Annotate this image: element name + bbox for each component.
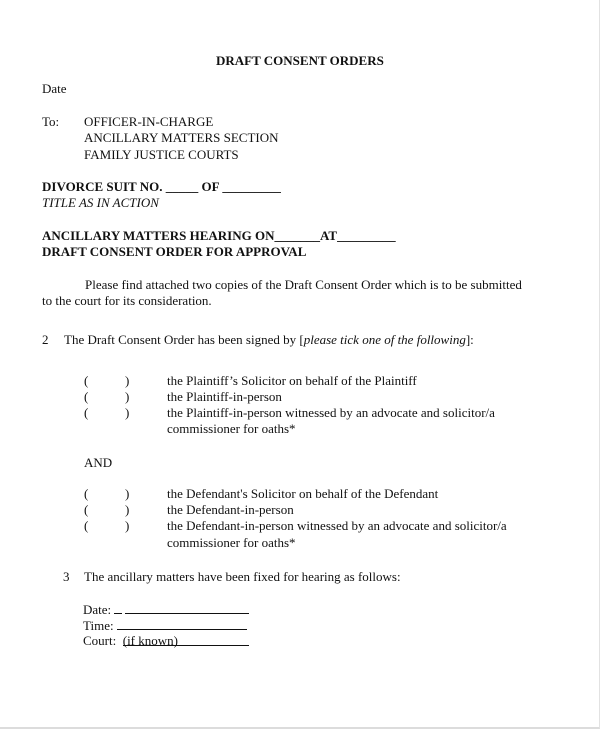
checkbox-open[interactable]: ( — [84, 502, 89, 517]
time-field-label: Time: — [83, 618, 114, 633]
date-label: Date — [42, 81, 67, 96]
item-number: 2 — [42, 332, 49, 347]
item-number: 3 — [63, 569, 70, 584]
title-in-action: TITLE AS IN ACTION — [42, 195, 159, 210]
checkbox-close[interactable]: ) — [125, 373, 130, 388]
date-field[interactable] — [83, 601, 249, 618]
court-blank-line[interactable] — [123, 633, 249, 646]
option-label: the Defendant-in-person witnessed by an advocate and solicitor/a — [167, 518, 507, 533]
item-2-main: The Draft Consent Order has been signed by [ — [64, 332, 304, 347]
date-field-label: Date: — [83, 602, 112, 617]
checkbox-close[interactable]: ) — [125, 389, 130, 404]
divorce-suit-line: DIVORCE SUIT NO. _____ OF _________ — [42, 179, 281, 194]
item-3-text: The ancillary matters have been fixed for hearing as follows: — [84, 569, 401, 584]
document-title: DRAFT CONSENT ORDERS — [216, 53, 384, 68]
option-label: the Plaintiff-in-person — [167, 389, 282, 404]
item-2-text — [64, 332, 474, 348]
court-field-label: Court: — [83, 633, 117, 648]
court-hint: (if known) — [122, 633, 178, 648]
option-label: the Defendant-in-person — [167, 502, 294, 517]
checkbox-close[interactable]: ) — [125, 518, 130, 533]
checkbox-close[interactable]: ) — [125, 502, 130, 517]
option-label: the Plaintiff-in-person witnessed by an advocate and solicitor/a — [167, 405, 495, 420]
option-label: the Defendant's Solicitor on behalf of the Defendant — [167, 486, 439, 501]
checkbox-open[interactable]: ( — [84, 373, 89, 388]
to-line: FAMILY JUSTICE COURTS — [84, 147, 239, 162]
checkbox-close[interactable]: ) — [125, 486, 130, 501]
option-label-cont: commissioner for oaths* — [167, 421, 296, 436]
hearing-line: ANCILLARY MATTERS HEARING ON_______AT_________ — [42, 228, 396, 243]
to-line: OFFICER-IN-CHARGE — [84, 114, 214, 129]
time-field[interactable] — [83, 617, 247, 634]
and-label: AND — [84, 455, 113, 470]
checkbox-open[interactable]: ( — [84, 405, 89, 420]
approval-heading: DRAFT CONSENT ORDER FOR APPROVAL — [42, 244, 307, 259]
to-line: ANCILLARY MATTERS SECTION — [84, 130, 279, 145]
option-label-cont: commissioner for oaths* — [167, 535, 296, 550]
paragraph-line: to the court for its consideration. — [42, 293, 212, 308]
date-blank-line[interactable] — [125, 601, 249, 614]
checkbox-close[interactable]: ) — [125, 405, 130, 420]
paragraph-line: Please find attached two copies of the Draft Consent Order which is to be submitted — [85, 277, 522, 292]
checkbox-open[interactable]: ( — [84, 389, 89, 404]
blank-line — [114, 601, 122, 614]
checkbox-open[interactable]: ( — [84, 486, 89, 501]
to-label: To: — [42, 114, 60, 129]
checkbox-open[interactable]: ( — [84, 518, 89, 533]
time-blank-line[interactable] — [117, 617, 247, 630]
item-2-end: ]: — [465, 332, 474, 347]
item-2-italic: please tick one of the following — [303, 332, 466, 347]
option-label: the Plaintiff’s Solicitor on behalf of the Plaintiff — [167, 373, 417, 388]
court-field[interactable] — [83, 633, 249, 649]
